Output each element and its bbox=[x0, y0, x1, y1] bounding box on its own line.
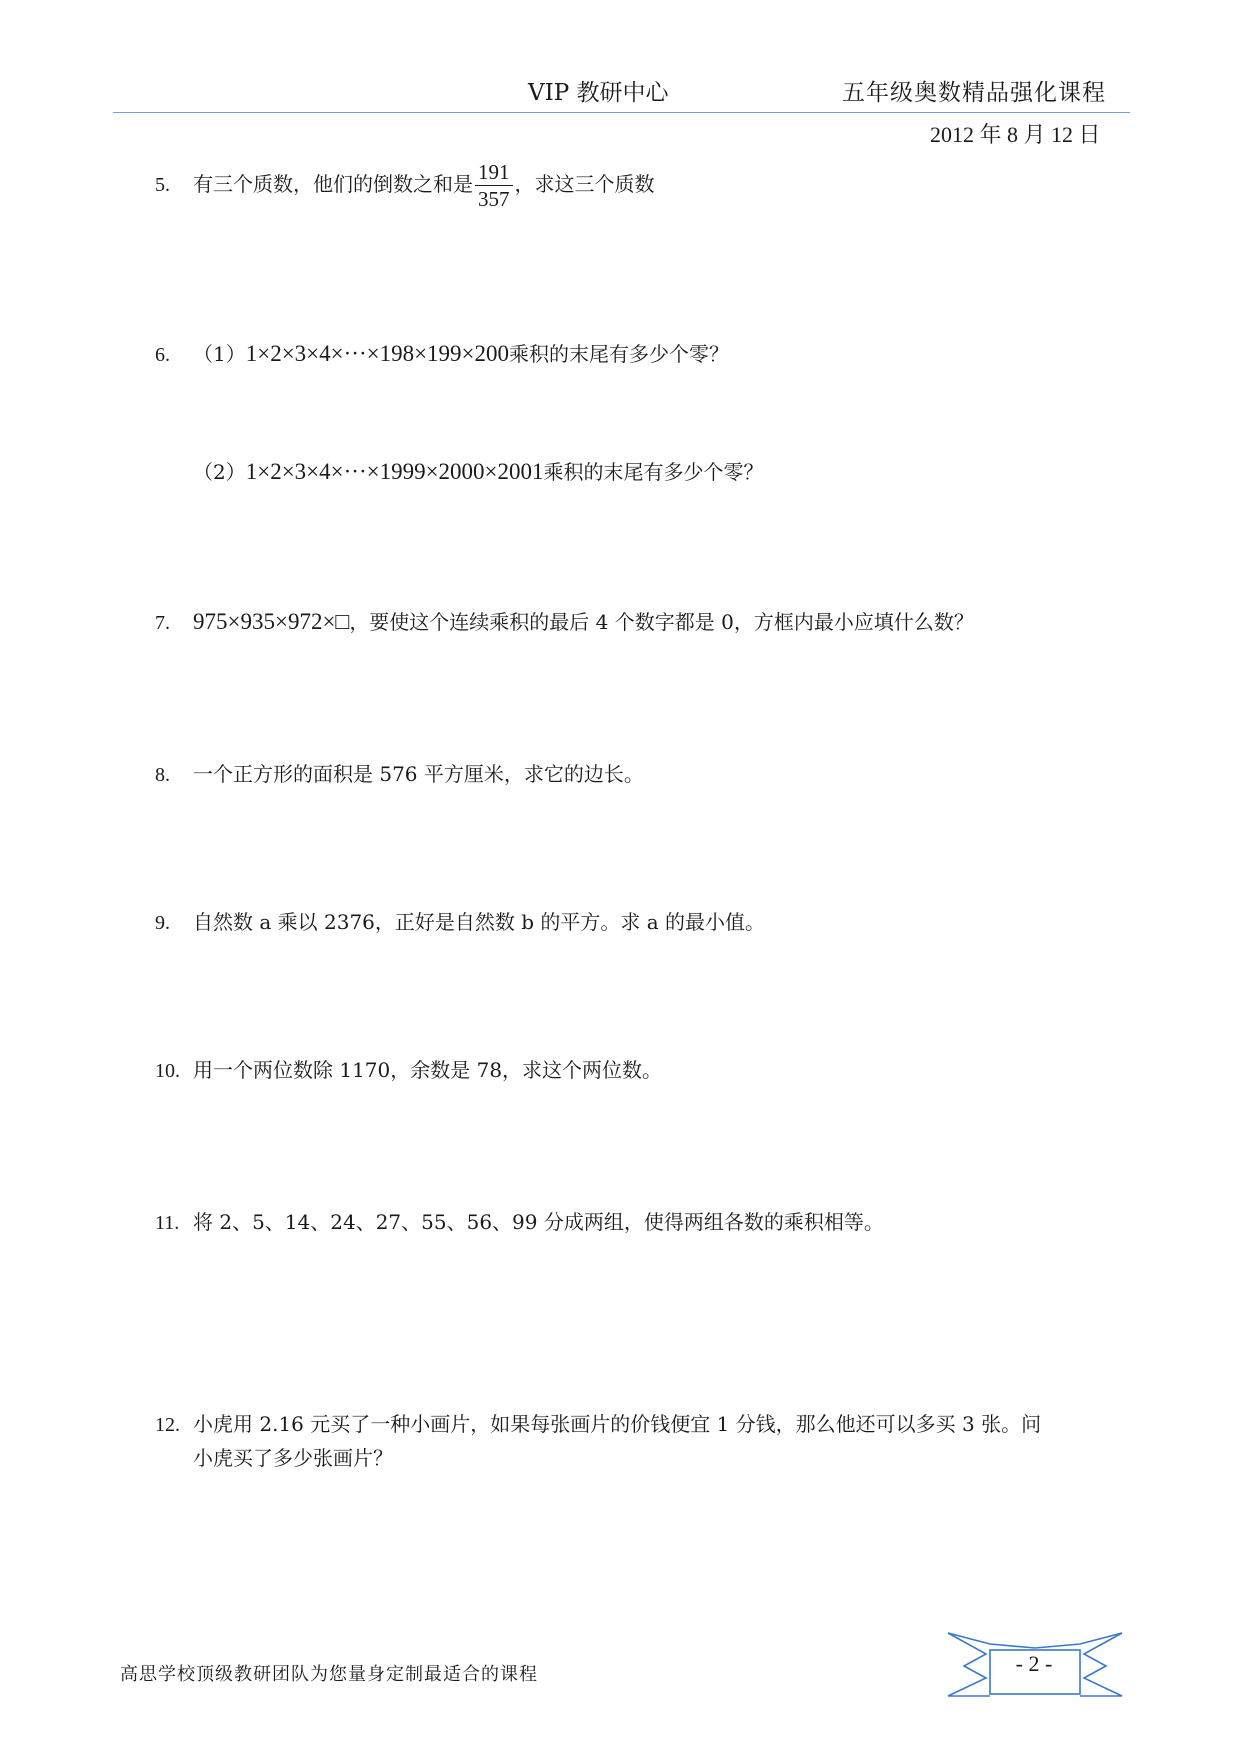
header-center-title: VIP 教研中心 bbox=[528, 80, 669, 106]
question-number: 11. bbox=[155, 1212, 180, 1234]
question-text: 一个正方形的面积是 576 平方厘米，求它的边长。 bbox=[193, 762, 644, 786]
fraction-numerator: 191 bbox=[475, 160, 513, 186]
question-part-label: （2） bbox=[193, 460, 246, 484]
ribbon-top-curve bbox=[948, 1633, 1122, 1648]
footer-slogan: 高思学校顶级教研团队为您量身定制最适合的课程 bbox=[120, 1664, 538, 1685]
question-number: 12. bbox=[155, 1414, 180, 1436]
question-text: 自然数 a 乘以 2376，正好是自然数 b 的平方。求 a 的最小值。 bbox=[193, 910, 766, 934]
question-number: 7. bbox=[155, 612, 170, 634]
question-text: 将 2、5、14、24、27、55、56、99 分成两组，使得两组各数的乘积相等。 bbox=[193, 1210, 884, 1234]
question-7 bbox=[155, 606, 974, 635]
question-number: 8. bbox=[155, 764, 170, 786]
question-12 bbox=[155, 1408, 1041, 1437]
question-text-tail: 乘积的末尾有多少个零？ bbox=[509, 342, 730, 366]
question-5 bbox=[155, 160, 655, 211]
question-9 bbox=[155, 906, 765, 935]
question-12-line-2: 小虎买了多少张画片？ bbox=[193, 1446, 393, 1470]
question-text: 小虎用 2.16 元买了一种小画片，如果每张画片的价钱便宜 1 分钱，那么他还可以多买 3 张。问 bbox=[193, 1412, 1042, 1436]
question-text: 用一个两位数除 1170，余数是 78，求这个两位数。 bbox=[193, 1058, 663, 1082]
question-number: 9. bbox=[155, 912, 170, 934]
question-number: 5. bbox=[155, 174, 170, 196]
question-text-tail: ，求这三个质数 bbox=[514, 172, 655, 196]
question-text-tail: ，要使这个连续乘积的最后 4 个数字都是 0，方框内最小应填什么数？ bbox=[349, 610, 974, 634]
math-expression: 1×2×3×4×···×1999×2000×2001 bbox=[245, 459, 544, 484]
page-number: - 2 - bbox=[1015, 1651, 1053, 1676]
fraction-denominator: 357 bbox=[478, 187, 510, 211]
question-6-part-1 bbox=[155, 338, 729, 367]
question-text-tail: 乘积的末尾有多少个零？ bbox=[543, 460, 764, 484]
question-number: 6. bbox=[155, 344, 170, 366]
question-8 bbox=[155, 758, 644, 787]
header-divider bbox=[113, 112, 1130, 113]
question-number: 10. bbox=[155, 1060, 180, 1082]
question-part-label: （1） bbox=[193, 342, 246, 366]
question-10 bbox=[155, 1054, 662, 1083]
fraction bbox=[475, 160, 513, 211]
question-text: 有三个质数，他们的倒数之和是 bbox=[193, 172, 473, 196]
math-expression: 975×935×972×□ bbox=[193, 609, 350, 634]
question-11 bbox=[155, 1206, 884, 1235]
math-expression: 1×2×3×4×···×198×199×200 bbox=[245, 341, 510, 366]
header-date: 2012 年 8 月 12 日 bbox=[930, 122, 1101, 147]
question-6-part-2 bbox=[193, 456, 764, 485]
header-course-title: 五年级奥数精品强化课程 bbox=[842, 80, 1106, 106]
